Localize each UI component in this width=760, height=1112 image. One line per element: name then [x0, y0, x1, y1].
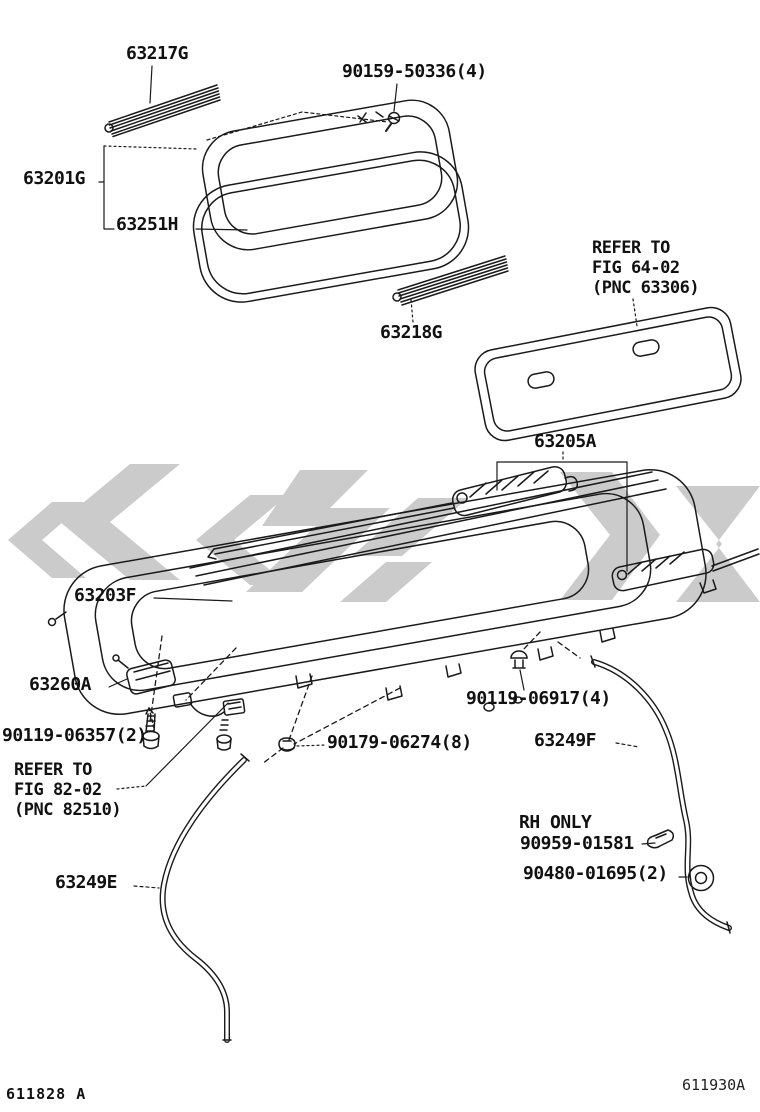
- part-label-63251H: 63251H: [116, 214, 179, 235]
- part-label-63249F: 63249F: [534, 730, 597, 751]
- part-label-90959-01581: 90959-01581: [520, 833, 634, 854]
- part-label-90179-06274: 90179-06274(8): [327, 732, 472, 753]
- part-label-63218G: 63218G: [380, 322, 443, 343]
- part-label-90159-50336: 90159-50336(4): [342, 61, 487, 82]
- refer-note-line: FIG 64-02: [592, 258, 680, 278]
- watermark-logo: [8, 464, 760, 602]
- figure-code-left: 611828 A: [6, 1085, 87, 1103]
- part-label-63249E: 63249E: [55, 872, 118, 893]
- part-label-63217G: 63217G: [126, 43, 189, 64]
- refer-note-fig82: [14, 760, 121, 820]
- refer-note-fig64: [592, 238, 699, 298]
- part-label-90119-06917: 90119-06917(4): [466, 688, 611, 709]
- part-label-63203F: 63203F: [74, 585, 137, 606]
- refer-note-line: FIG 82-02: [14, 780, 102, 800]
- retainer-strip-63217: [105, 85, 220, 137]
- screw-icon: [386, 113, 400, 132]
- grommet-icon: [689, 866, 714, 891]
- drain-hose-right: [591, 656, 730, 933]
- rh-only-note: RH ONLY: [519, 812, 592, 833]
- refer-note-line: (PNC 63306): [592, 278, 700, 298]
- drain-hose-left: [163, 754, 249, 1040]
- refer-note-line: (PNC 82510): [14, 800, 122, 820]
- part-label-63205A: 63205A: [534, 431, 597, 452]
- part-label-63260A: 63260A: [29, 674, 92, 695]
- retainer-strip-63218: [393, 256, 508, 305]
- refer-note-line: REFER TO: [14, 760, 92, 780]
- figure-code-right: 611930A: [682, 1076, 746, 1094]
- part-label-63201G: 63201G: [23, 168, 86, 189]
- weatherstrip-ring: [187, 145, 475, 308]
- sunshade-panel: [472, 304, 745, 444]
- drain-valve-icon: [113, 655, 245, 716]
- push-pin-icon: [511, 651, 527, 668]
- part-label-90480-01695: 90480-01695(2): [523, 863, 668, 884]
- clip-icon: [648, 830, 674, 848]
- refer-note-line: REFER TO: [592, 238, 670, 258]
- part-label-90119-06357: 90119-06357(2): [2, 725, 147, 746]
